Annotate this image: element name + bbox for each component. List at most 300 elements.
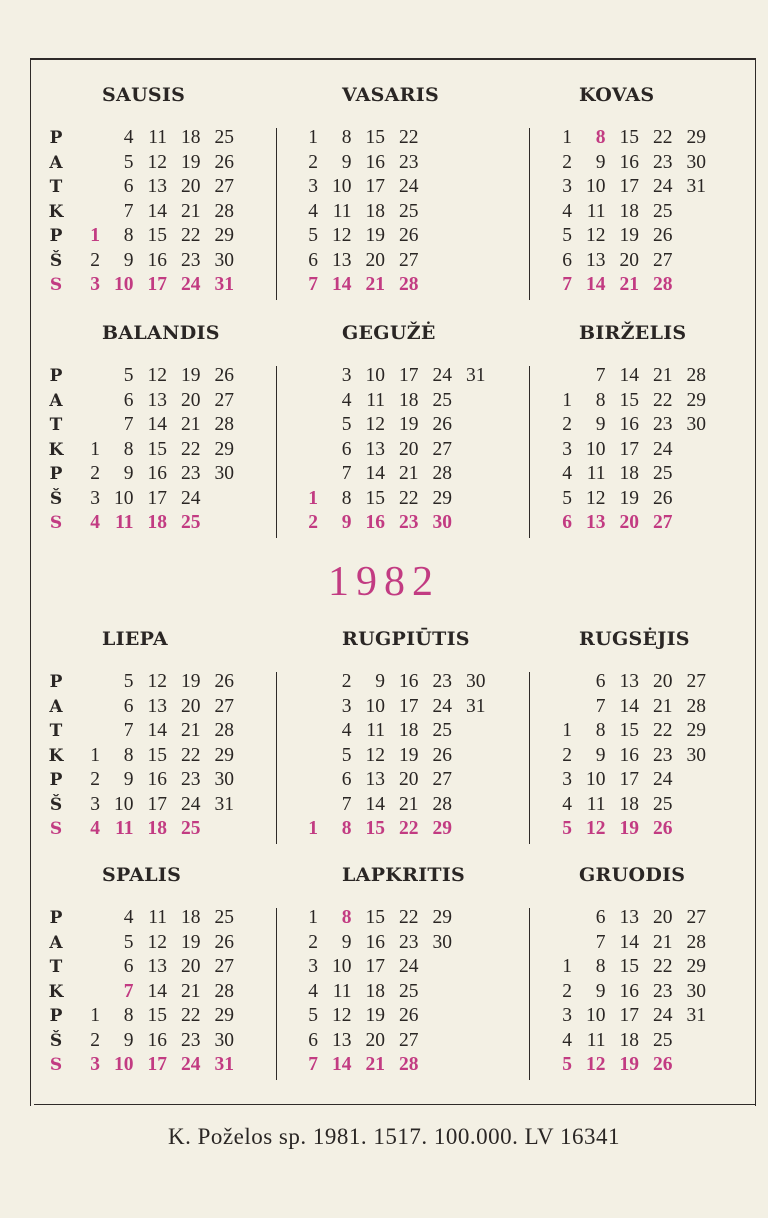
day-cell: 6: [123, 389, 134, 411]
weekday-row: [82, 273, 234, 298]
day-cell: 25: [653, 793, 673, 815]
weekday-label: A: [49, 152, 63, 173]
day-cell: 5: [123, 931, 134, 953]
day-cell: 20: [181, 389, 201, 411]
day-cell: 19: [181, 151, 201, 173]
weekday-row: [82, 389, 234, 414]
day-cell: 12: [147, 671, 167, 692]
weekday-label: P: [49, 672, 63, 692]
day-cell: 12: [365, 744, 385, 766]
day-cell: 7: [123, 720, 134, 741]
day-cell: 25: [432, 389, 452, 411]
day-cell: 26: [432, 744, 452, 766]
day-cell: 31: [214, 1054, 234, 1075]
day-cell: 19: [619, 818, 639, 839]
weekday-row: [82, 487, 234, 512]
day-cell: 2: [341, 671, 352, 692]
day-cell: 11: [115, 512, 134, 533]
day-cell: 26: [214, 671, 234, 692]
day-cell: 21: [399, 463, 419, 484]
day-cell: 28: [653, 274, 673, 295]
day-cell: 5: [123, 671, 134, 692]
day-cell: 6: [308, 1029, 318, 1051]
day-cell: 1: [308, 818, 318, 839]
day-cell: 8: [341, 127, 352, 148]
day-cell: 24: [653, 1005, 673, 1026]
month-name: RUGSĖJIS: [579, 628, 690, 650]
day-cell: 7: [562, 274, 572, 295]
day-cell: 24: [653, 176, 673, 197]
day-cell: 27: [432, 438, 452, 460]
weekday-row: [554, 438, 706, 463]
day-cell: 4: [308, 200, 318, 222]
day-cell: 15: [147, 225, 167, 246]
day-cell: 13: [147, 389, 167, 411]
day-cell: 12: [586, 225, 606, 246]
day-cell: 18: [399, 389, 419, 411]
day-cell: 3: [90, 793, 100, 815]
day-cell: 25: [181, 512, 201, 533]
weekday-row: [300, 817, 486, 842]
weekday-label: K: [48, 201, 64, 222]
day-cell: 19: [365, 225, 385, 246]
day-cell: 21: [399, 793, 419, 815]
day-cell: 7: [123, 414, 134, 435]
day-cell: 12: [147, 151, 167, 173]
day-cell: 30: [214, 1029, 234, 1051]
day-cell: 27: [653, 249, 673, 271]
day-cell: 20: [365, 1029, 385, 1051]
day-cell: 25: [653, 200, 673, 222]
day-cell: 30: [214, 463, 234, 484]
weekday-row: [554, 1053, 706, 1078]
day-cell: 7: [308, 1054, 318, 1075]
day-cell: 18: [365, 980, 385, 1002]
day-cell: 8: [123, 1005, 134, 1026]
day-cell: 31: [466, 365, 486, 386]
day-cell: 18: [181, 907, 201, 928]
weekday-row: [300, 1029, 452, 1054]
day-cell: 15: [619, 127, 639, 148]
day-cell: 22: [399, 907, 419, 928]
day-cell: 6: [308, 249, 318, 271]
day-cell: 5: [341, 414, 352, 435]
weekday-row: [82, 695, 234, 720]
weekday-row: [82, 438, 234, 463]
month-balandis: [46, 322, 282, 536]
weekday-row: [300, 364, 486, 389]
weekday-label: Š: [49, 1030, 63, 1051]
month-rugpiūtis: [300, 628, 536, 842]
month-name: GEGUŽĖ: [342, 322, 436, 344]
weekday-label: S: [49, 513, 63, 533]
month-gruodis: [554, 864, 768, 1078]
month-days: [300, 670, 486, 842]
day-cell: 12: [586, 1054, 606, 1075]
weekday-row: [82, 906, 234, 931]
weekday-row: [554, 511, 706, 536]
day-cell: 22: [399, 487, 419, 509]
day-cell: 14: [147, 414, 167, 435]
day-cell: 24: [181, 487, 201, 509]
weekday-row: [300, 931, 452, 956]
day-cell: 28: [214, 200, 234, 222]
day-cell: 4: [562, 463, 572, 484]
day-cell: 19: [399, 414, 419, 435]
weekday-row: [300, 249, 419, 274]
day-cell: 18: [399, 720, 419, 741]
day-cell: 12: [147, 365, 167, 386]
day-cell: 1: [562, 127, 572, 148]
month-vasaris: [300, 84, 536, 298]
weekday-row: [554, 364, 706, 389]
weekday-row: [82, 1029, 234, 1054]
day-cell: 22: [399, 127, 419, 148]
day-cell: 5: [308, 1005, 318, 1026]
day-cell: 8: [123, 438, 134, 460]
day-cell: 30: [214, 769, 234, 790]
day-cell: 1: [90, 1005, 100, 1026]
day-cell: 27: [432, 769, 452, 790]
column-divider: [276, 908, 277, 1080]
day-cell: 22: [181, 1005, 201, 1026]
day-cell: 28: [399, 274, 419, 295]
day-cell: 10: [114, 793, 134, 815]
weekday-label: T: [49, 721, 63, 741]
day-cell: 15: [147, 438, 167, 460]
day-cell: 4: [90, 818, 100, 839]
month-sausis: [46, 84, 282, 298]
day-cell: 10: [114, 1054, 134, 1075]
day-cell: 12: [586, 487, 606, 509]
day-cell: 6: [341, 769, 352, 790]
day-cell: 19: [365, 1005, 385, 1026]
day-cell: 2: [308, 512, 318, 533]
day-cell: 30: [686, 151, 706, 173]
day-cell: 18: [147, 818, 167, 839]
day-cell: 20: [181, 956, 201, 977]
weekday-row: [82, 151, 234, 176]
day-cell: 3: [562, 176, 572, 197]
month-lapkritis: [300, 864, 536, 1078]
day-cell: 22: [399, 818, 419, 839]
weekday-row: [300, 695, 486, 720]
day-cell: 31: [214, 274, 234, 295]
day-cell: 28: [399, 1054, 419, 1075]
day-cell: 19: [181, 931, 201, 953]
weekday-label: S: [49, 1055, 63, 1075]
day-cell: 29: [432, 818, 452, 839]
day-cell: 8: [341, 818, 352, 839]
day-cell: 2: [562, 151, 572, 173]
weekday-row: [300, 906, 452, 931]
day-cell: 10: [332, 176, 352, 197]
day-cell: 22: [181, 744, 201, 766]
day-cell: 24: [181, 1054, 201, 1075]
day-cell: 10: [365, 695, 385, 717]
day-cell: 30: [432, 931, 452, 953]
day-cell: 7: [123, 200, 134, 222]
day-cell: 16: [619, 414, 639, 435]
day-cell: 27: [686, 671, 706, 692]
day-cell: 16: [147, 1029, 167, 1051]
day-cell: 10: [586, 176, 606, 197]
day-cell: 15: [147, 744, 167, 766]
day-cell: 19: [619, 1054, 639, 1075]
printer-footer: K. Poželos sp. 1981. 1517. 100.000. LV 16341: [168, 1124, 620, 1149]
weekday-row: [82, 364, 234, 389]
day-cell: 18: [181, 127, 201, 148]
day-cell: 9: [595, 980, 606, 1002]
weekday-row: [554, 670, 706, 695]
day-cell: 15: [365, 818, 385, 839]
weekday-row: [82, 768, 234, 793]
weekday-row: [554, 487, 706, 512]
weekday-label: T: [49, 957, 63, 977]
column-divider: [276, 366, 277, 538]
day-cell: 23: [181, 769, 201, 790]
day-cell: 3: [341, 695, 352, 717]
weekday-row: [82, 793, 234, 818]
day-cell: 5: [123, 151, 134, 173]
weekday-row: [300, 175, 419, 200]
day-cell: 17: [619, 769, 639, 790]
day-cell: 17: [619, 1005, 639, 1026]
day-cell: 12: [332, 225, 352, 246]
day-cell: 21: [181, 200, 201, 222]
day-cell: 13: [586, 249, 606, 271]
day-cell: 18: [619, 793, 639, 815]
day-cell: 8: [595, 127, 606, 148]
day-cell: 10: [114, 487, 134, 509]
month-name: SAUSIS: [102, 84, 186, 106]
weekday-row: [554, 1004, 706, 1029]
day-cell: 1: [308, 487, 318, 509]
weekday-label: P: [49, 908, 63, 928]
day-cell: 23: [181, 463, 201, 484]
day-cell: 16: [365, 931, 385, 953]
day-cell: 21: [365, 1054, 385, 1075]
day-cell: 5: [341, 744, 352, 766]
day-cell: 15: [619, 720, 639, 741]
day-cell: 4: [123, 907, 134, 928]
weekday-row: [82, 1004, 234, 1029]
month-days: [300, 126, 419, 298]
day-cell: 14: [365, 793, 385, 815]
day-cell: 27: [653, 512, 673, 533]
day-cell: 23: [653, 744, 673, 766]
day-cell: 24: [399, 956, 419, 977]
weekday-label: Š: [49, 488, 63, 509]
day-cell: 3: [341, 365, 352, 386]
day-cell: 4: [123, 127, 134, 148]
weekday-row: [554, 793, 706, 818]
bottom-rule: [34, 1104, 756, 1105]
weekday-row: [554, 389, 706, 414]
day-cell: 26: [653, 1054, 673, 1075]
day-cell: 9: [595, 151, 606, 173]
weekday-row: [82, 817, 234, 842]
weekday-row: [554, 931, 706, 956]
weekday-row: [82, 249, 234, 274]
day-cell: 31: [466, 695, 486, 717]
day-cell: 27: [214, 695, 234, 717]
day-cell: 9: [123, 769, 134, 790]
day-cell: 17: [147, 274, 167, 295]
day-cell: 16: [147, 249, 167, 271]
month-days: [300, 906, 452, 1078]
day-cell: 3: [562, 438, 572, 460]
weekday-row: [82, 980, 234, 1005]
day-cell: 11: [366, 389, 385, 411]
day-cell: 9: [595, 414, 606, 435]
weekday-label: K: [48, 439, 64, 460]
weekday-label: S: [49, 275, 63, 295]
day-cell: 6: [123, 956, 134, 977]
day-cell: 7: [595, 695, 606, 717]
day-cell: 30: [686, 414, 706, 435]
weekday-row: [554, 413, 706, 438]
weekday-label: K: [48, 745, 64, 766]
weekday-row: [82, 126, 234, 151]
day-cell: 17: [365, 956, 385, 977]
day-cell: 21: [181, 720, 201, 741]
day-cell: 8: [341, 907, 352, 928]
weekday-row: [300, 151, 419, 176]
day-cell: 11: [586, 1029, 606, 1051]
weekday-label: P: [49, 128, 63, 148]
month-days: [554, 906, 706, 1078]
day-cell: 26: [399, 225, 419, 246]
day-cell: 22: [181, 438, 201, 460]
day-cell: 7: [341, 793, 352, 815]
month-spalis: [46, 864, 282, 1078]
weekday-labels: [44, 906, 68, 1078]
day-cell: 28: [432, 793, 452, 815]
day-cell: 14: [586, 274, 606, 295]
day-cell: 4: [90, 512, 100, 533]
day-cell: 15: [619, 389, 639, 411]
day-cell: 19: [181, 671, 201, 692]
day-cell: 18: [619, 200, 639, 222]
day-cell: 26: [399, 1005, 419, 1026]
day-cell: 27: [214, 176, 234, 197]
day-cell: 13: [147, 956, 167, 977]
weekday-row: [554, 175, 706, 200]
month-name: SPALIS: [102, 864, 182, 886]
day-cell: 13: [147, 176, 167, 197]
day-cell: 18: [619, 463, 639, 484]
day-cell: 23: [181, 249, 201, 271]
weekday-row: [82, 719, 234, 744]
day-cell: 10: [365, 365, 385, 386]
day-cell: 6: [595, 907, 606, 928]
month-birželis: [554, 322, 768, 536]
day-cell: 17: [147, 487, 167, 509]
day-cell: 12: [332, 1005, 352, 1026]
day-cell: 24: [653, 438, 673, 460]
day-cell: 24: [432, 695, 452, 717]
day-cell: 23: [653, 414, 673, 435]
day-cell: 27: [399, 1029, 419, 1051]
day-cell: 28: [214, 414, 234, 435]
day-cell: 7: [123, 980, 134, 1002]
day-cell: 27: [399, 249, 419, 271]
weekday-row: [554, 906, 706, 931]
day-cell: 7: [595, 931, 606, 953]
day-cell: 4: [562, 793, 572, 815]
day-cell: 17: [619, 176, 639, 197]
weekday-row: [300, 768, 486, 793]
month-days: [554, 670, 706, 842]
day-cell: 5: [562, 818, 572, 839]
day-cell: 29: [214, 744, 234, 766]
day-cell: 29: [432, 487, 452, 509]
day-cell: 26: [432, 414, 452, 435]
weekday-label: K: [48, 981, 64, 1002]
day-cell: 8: [341, 487, 352, 509]
day-cell: 29: [214, 1005, 234, 1026]
day-cell: 28: [214, 980, 234, 1002]
day-cell: 20: [399, 769, 419, 790]
weekday-row: [554, 224, 706, 249]
day-cell: 2: [308, 931, 318, 953]
day-cell: 27: [214, 389, 234, 411]
weekday-row: [82, 931, 234, 956]
day-cell: 31: [686, 1005, 706, 1026]
day-cell: 17: [619, 438, 639, 460]
day-cell: 26: [653, 487, 673, 509]
weekday-row: [554, 955, 706, 980]
day-cell: 29: [686, 127, 706, 148]
day-cell: 8: [595, 956, 606, 977]
day-cell: 11: [366, 720, 385, 741]
weekday-label: A: [49, 696, 63, 717]
day-cell: 11: [586, 200, 606, 222]
day-cell: 19: [181, 365, 201, 386]
day-cell: 15: [619, 956, 639, 977]
day-cell: 28: [432, 463, 452, 484]
weekday-row: [82, 744, 234, 769]
day-cell: 7: [308, 274, 318, 295]
weekday-row: [300, 487, 486, 512]
day-cell: 6: [595, 671, 606, 692]
month-days: [82, 670, 234, 842]
day-cell: 16: [365, 512, 385, 533]
weekday-row: [82, 511, 234, 536]
day-cell: 2: [90, 1029, 100, 1051]
day-cell: 14: [147, 200, 167, 222]
day-cell: 6: [562, 249, 572, 271]
day-cell: 10: [586, 438, 606, 460]
day-cell: 5: [308, 225, 318, 246]
weekday-row: [554, 695, 706, 720]
day-cell: 9: [123, 249, 134, 271]
weekday-row: [554, 462, 706, 487]
month-kovas: [554, 84, 768, 298]
day-cell: 9: [375, 671, 385, 692]
day-cell: 17: [147, 1054, 167, 1075]
weekday-label: P: [49, 770, 63, 790]
day-cell: 11: [115, 818, 134, 839]
month-name: LIEPA: [102, 628, 168, 650]
day-cell: 2: [562, 744, 572, 766]
day-cell: 1: [308, 127, 318, 148]
day-cell: 17: [365, 176, 385, 197]
day-cell: 2: [90, 769, 100, 790]
day-cell: 29: [686, 956, 706, 977]
weekday-label: S: [49, 819, 63, 839]
